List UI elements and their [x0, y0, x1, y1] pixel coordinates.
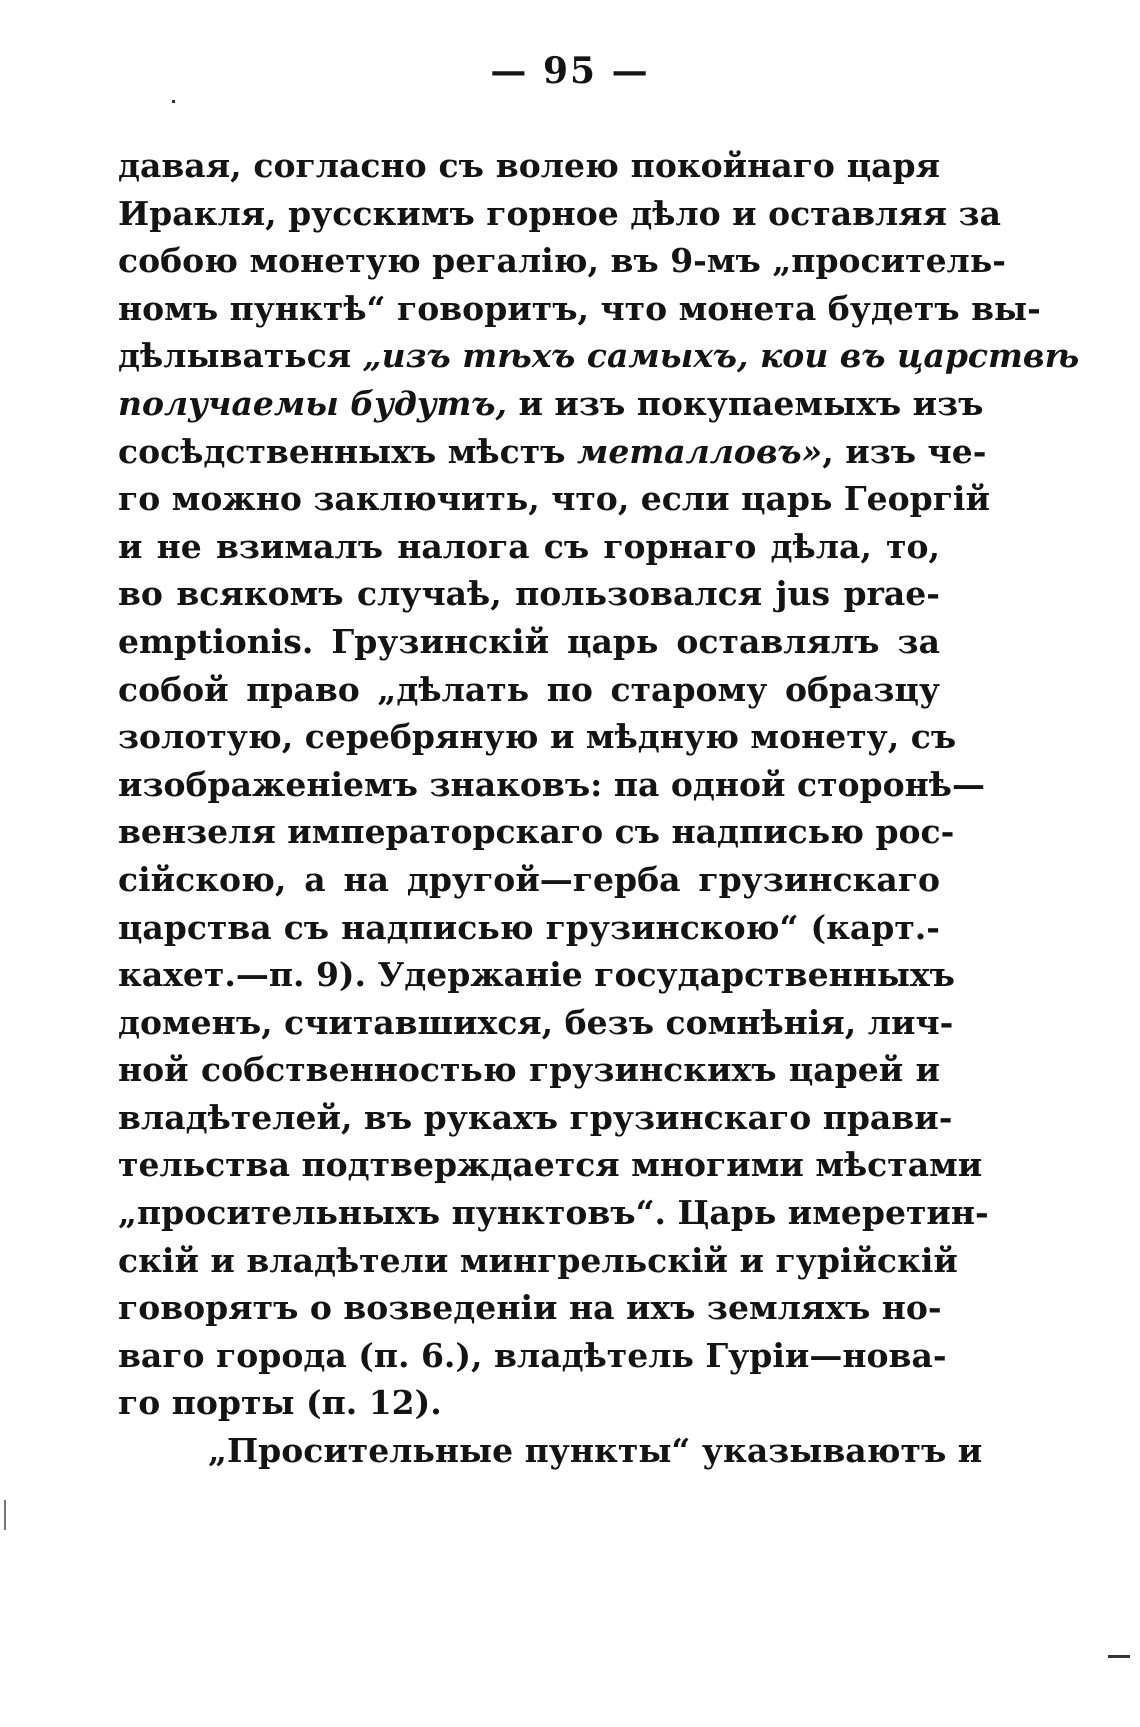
body-text [118, 142, 1080, 1475]
text-line [118, 380, 984, 428]
text-line [118, 1427, 983, 1475]
text-line [118, 1189, 989, 1237]
text-line [118, 761, 985, 809]
text-segment: собою монетую регалію, въ 9-мъ „проситель- [118, 241, 1006, 281]
text-line [118, 475, 990, 523]
text-line [118, 285, 1041, 333]
text-segment: го можно заключить, что, если царь Георгій [118, 479, 990, 519]
text-segment: „Просительные пункты“ указываютъ и [208, 1431, 983, 1471]
text-segment: Иракля, русскимъ горное дѣло и оставляя за [118, 193, 1001, 233]
text-segment: давая, согласно съ волею покойнаго царя [118, 146, 940, 185]
text-segment: ваго города (п. 6.), владѣтель Гуріи—нова- [118, 1335, 947, 1375]
text-line [118, 1332, 947, 1380]
text-segment: го порты (п. 12). [118, 1383, 442, 1423]
text-segment: Грузинскій царь оставлялъ за [313, 621, 940, 661]
text-line [118, 1379, 940, 1427]
text-segment: собой право „дѣлать по старому образцу [118, 669, 940, 709]
page-number: — 95 — [490, 50, 650, 92]
text-line [118, 856, 940, 904]
italic-text: металловъ» [576, 431, 823, 471]
text-line [118, 999, 954, 1047]
text-segment: владѣтелей, въ рукахъ грузинскаго прави- [118, 1097, 953, 1137]
text-line [118, 142, 940, 190]
text-segment: „просительныхъ пунктовъ“. Царь имеретин- [118, 1193, 989, 1233]
text-segment: дѣлываться [118, 336, 363, 376]
text-line [118, 523, 940, 571]
scan-speck [4, 1500, 6, 1530]
text-line [118, 1094, 953, 1142]
italic-text: „изъ тѣхъ самыхъ, кои въ царствѣ [362, 336, 1080, 376]
text-segment: говорятъ о возведеніи на ихъ земляхъ но- [118, 1288, 942, 1328]
text-line [118, 1141, 983, 1189]
text-segment: номъ пунктѣ“ говоритъ, что монета будетъ вы- [118, 288, 1041, 328]
text-segment: царства съ надписью грузинскою“ (карт.- [118, 907, 940, 947]
text-segment: скій и владѣтели мингрельскій и гурійскій [118, 1240, 958, 1280]
latin-text: jus prae- [775, 574, 940, 614]
scan-speck [1108, 1655, 1130, 1658]
scan-speck [172, 100, 175, 103]
text-line [118, 618, 940, 666]
text-line [118, 190, 1001, 238]
text-segment: и изъ покупаемыхъ изъ [506, 383, 984, 423]
text-line [118, 951, 955, 999]
text-segment: изображеніемъ знаковъ: па одной сторонѣ— [118, 764, 985, 804]
text-line [118, 808, 955, 856]
text-line [118, 428, 987, 476]
text-line [118, 666, 940, 714]
text-line [118, 904, 940, 952]
text-segment: сосѣдственныхъ мѣстъ [118, 431, 577, 471]
text-segment: сійскою, а на другой—герба грузинскаго [118, 859, 940, 899]
text-segment: , изъ че- [822, 431, 987, 471]
text-line [118, 332, 1080, 380]
text-line [118, 1237, 958, 1285]
text-segment: доменъ, считавшихся, безъ сомнѣнія, лич- [118, 1002, 954, 1042]
text-segment: золотую, серебряную и мѣдную монету, съ [118, 717, 957, 757]
italic-text: получаемы будутъ, [118, 383, 507, 423]
latin-text: emptionis. [118, 621, 314, 661]
text-segment: во всякомъ случаѣ, пользовался [118, 574, 776, 614]
text-line [118, 1046, 940, 1094]
text-line [118, 570, 940, 618]
text-line [118, 1284, 940, 1332]
text-segment: вензеля императорскаго съ надписью рос- [118, 812, 955, 852]
text-segment: кахет.—п. 9). Удержаніе государственныхъ [118, 955, 955, 995]
text-line [118, 237, 1006, 285]
text-segment: тельства подтверждается многими мѣстами [118, 1145, 983, 1185]
text-segment: ной собственностью грузинскихъ царей и [118, 1050, 940, 1090]
text-line [118, 713, 957, 761]
text-segment: и не взималъ налога съ горнаго дѣла, то, [118, 526, 940, 566]
